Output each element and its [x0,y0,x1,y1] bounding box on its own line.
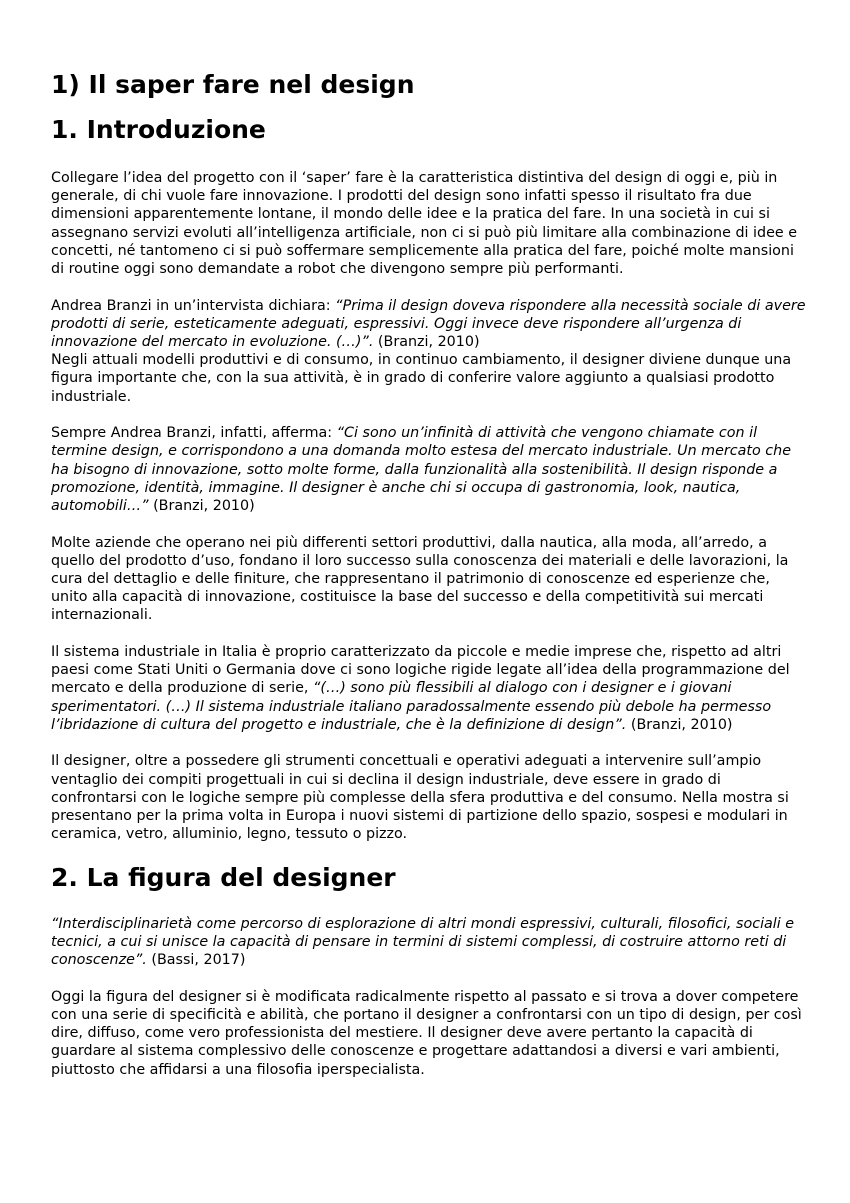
paragraph-with-quote [51,424,810,515]
quote-text: “Interdisciplinarietà come percorso di esplorazione di altri mondi espressivi, culturali, filosofici, sociali e tecnici, a cui si unisce la capacità di pensare in termini di sistemi complessi, di costruire attorno reti di conoscenze”. [51,915,795,969]
citation: (Branzi, 2010) [148,498,255,515]
section-title-introduzione: 1. Introduzione [51,115,266,144]
paragraph: Oggi la figura del designer si è modificata radicalmente rispetto al passato e si trova a dover competere con una serie di specificità e abilità, che portano il designer a confrontarsi con un tipo di design, per così dire, diffuso, come vero professionista del mestiere. Il designer deve avere pertanto la capacità di guardare al sistema complessivo delle conoscenze e progettare adattandosi a diversi e vari ambienti, piuttosto che affidarsi a una filosofia iperspecialista. [51,988,802,1078]
paragraph-with-quote [51,915,810,970]
quote-text: “Ci sono un’infinità di attività che vengono chiamate con il termine design, e corrispondono a una domanda molto estesa del mercato industriale. Un mercato che ha bisogno di innovazione, sotto molte forme, dalla funzionalità alla sostenibilità. Il design risponde a promozione, identità, immagine. Il designer è anche chi si occupa di gastronomia, look, nautica, automobili…” [51,425,792,515]
paragraph-text: Andrea Branzi in un’intervista dichiara: [51,297,336,314]
paragraph: Il designer, oltre a possedere gli strumenti concettuali e operativi adeguati a intervenire sull’ampio ventaglio dei compiti progettuali in cui si declina il design industriale, deve essere in grado di confrontarsi con le logiche sempre più complesse della sfera produttiva e del consumo. Nella mostra si presentano per la prima volta in Europa i nuovi sistemi di partizione dello spazio, sospesi e modulari in ceramica, vetro, alluminio, legno, tessuto o pizzo. [51,753,789,843]
quote-text: “Prima il design doveva rispondere alla necessità sociale di avere prodotti di serie, esteticamente adeguati, espressivi. Oggi invece deve rispondere all’urgenza di innovazione del mercato in evoluzione. (…)”. [51,297,806,351]
paragraph-text: Negli attuali modelli produttivi e di consumo, in continuo cambiamento, il designer diviene dunque una figura importante che, con la sua attività, è in grado di conferire valore aggiunto a qualsiasi prodotto industriale. [51,352,792,405]
paragraph-with-quote [51,297,810,406]
citation: (Bassi, 2017) [146,952,246,969]
paragraph: Molte aziende che operano nei più differenti settori produttivi, dalla nautica, alla moda, all’arredo, a quello del prodotto d’uso, fondano il loro successo sulla conoscenza dei materiali e delle lavorazioni, la cura del dettaglio e delle finiture, che rappresentano il patrimonio di conoscenze ed esperienze che, unito alla capacità di innovazione, costituisce la base del successo e della competitività sui mercati internazionali. [51,534,789,624]
citation: (Branzi, 2010) [373,334,480,351]
paragraph-text: Il sistema industriale in Italia è proprio caratterizzato da piccole e medie imprese che, rispetto ad altri paesi come Stati Uniti o Germania dove ci sono logiche rigide legate all’idea della programmazione del mercato e della produzione di serie, [51,644,790,697]
section-title-figura-designer: 2. La figura del designer [51,862,396,892]
chapter-title: 1) Il saper fare nel design [51,70,415,99]
paragraph-text: Sempre Andrea Branzi, infatti, afferma: [51,425,337,442]
citation: (Branzi, 2010) [626,716,733,733]
paragraph-with-quote [51,643,810,734]
quote-text: “(…) sono più flessibili al dialogo con i designer e i giovani sperimentatori. (…) Il sistema industriale italiano paradossalmente essendo più debole ha permesso l’ibridazione di cultura del progetto e industriale, che è la definizione di design”. [51,680,772,733]
paragraph: Collegare l’idea del progetto con il ‘saper’ fare è la caratteristica distintiva del design di oggi e, più in generale, di chi vuole fare innovazione. I prodotti del design sono infatti spesso il risultato fra due dimensioni apparentemente lontane, il mondo delle idee e la pratica del fare. In una società in cui si assegnano servizi evoluti all’intelligenza artificiale, non ci si può più limitare alla combinazione di idee e concetti, né tantomeno ci si può soffermare semplicemente alla pratica del fare, poiché molte mansioni di routine oggi sono demandate a robot che divengono sempre più performanti. [51,170,798,278]
